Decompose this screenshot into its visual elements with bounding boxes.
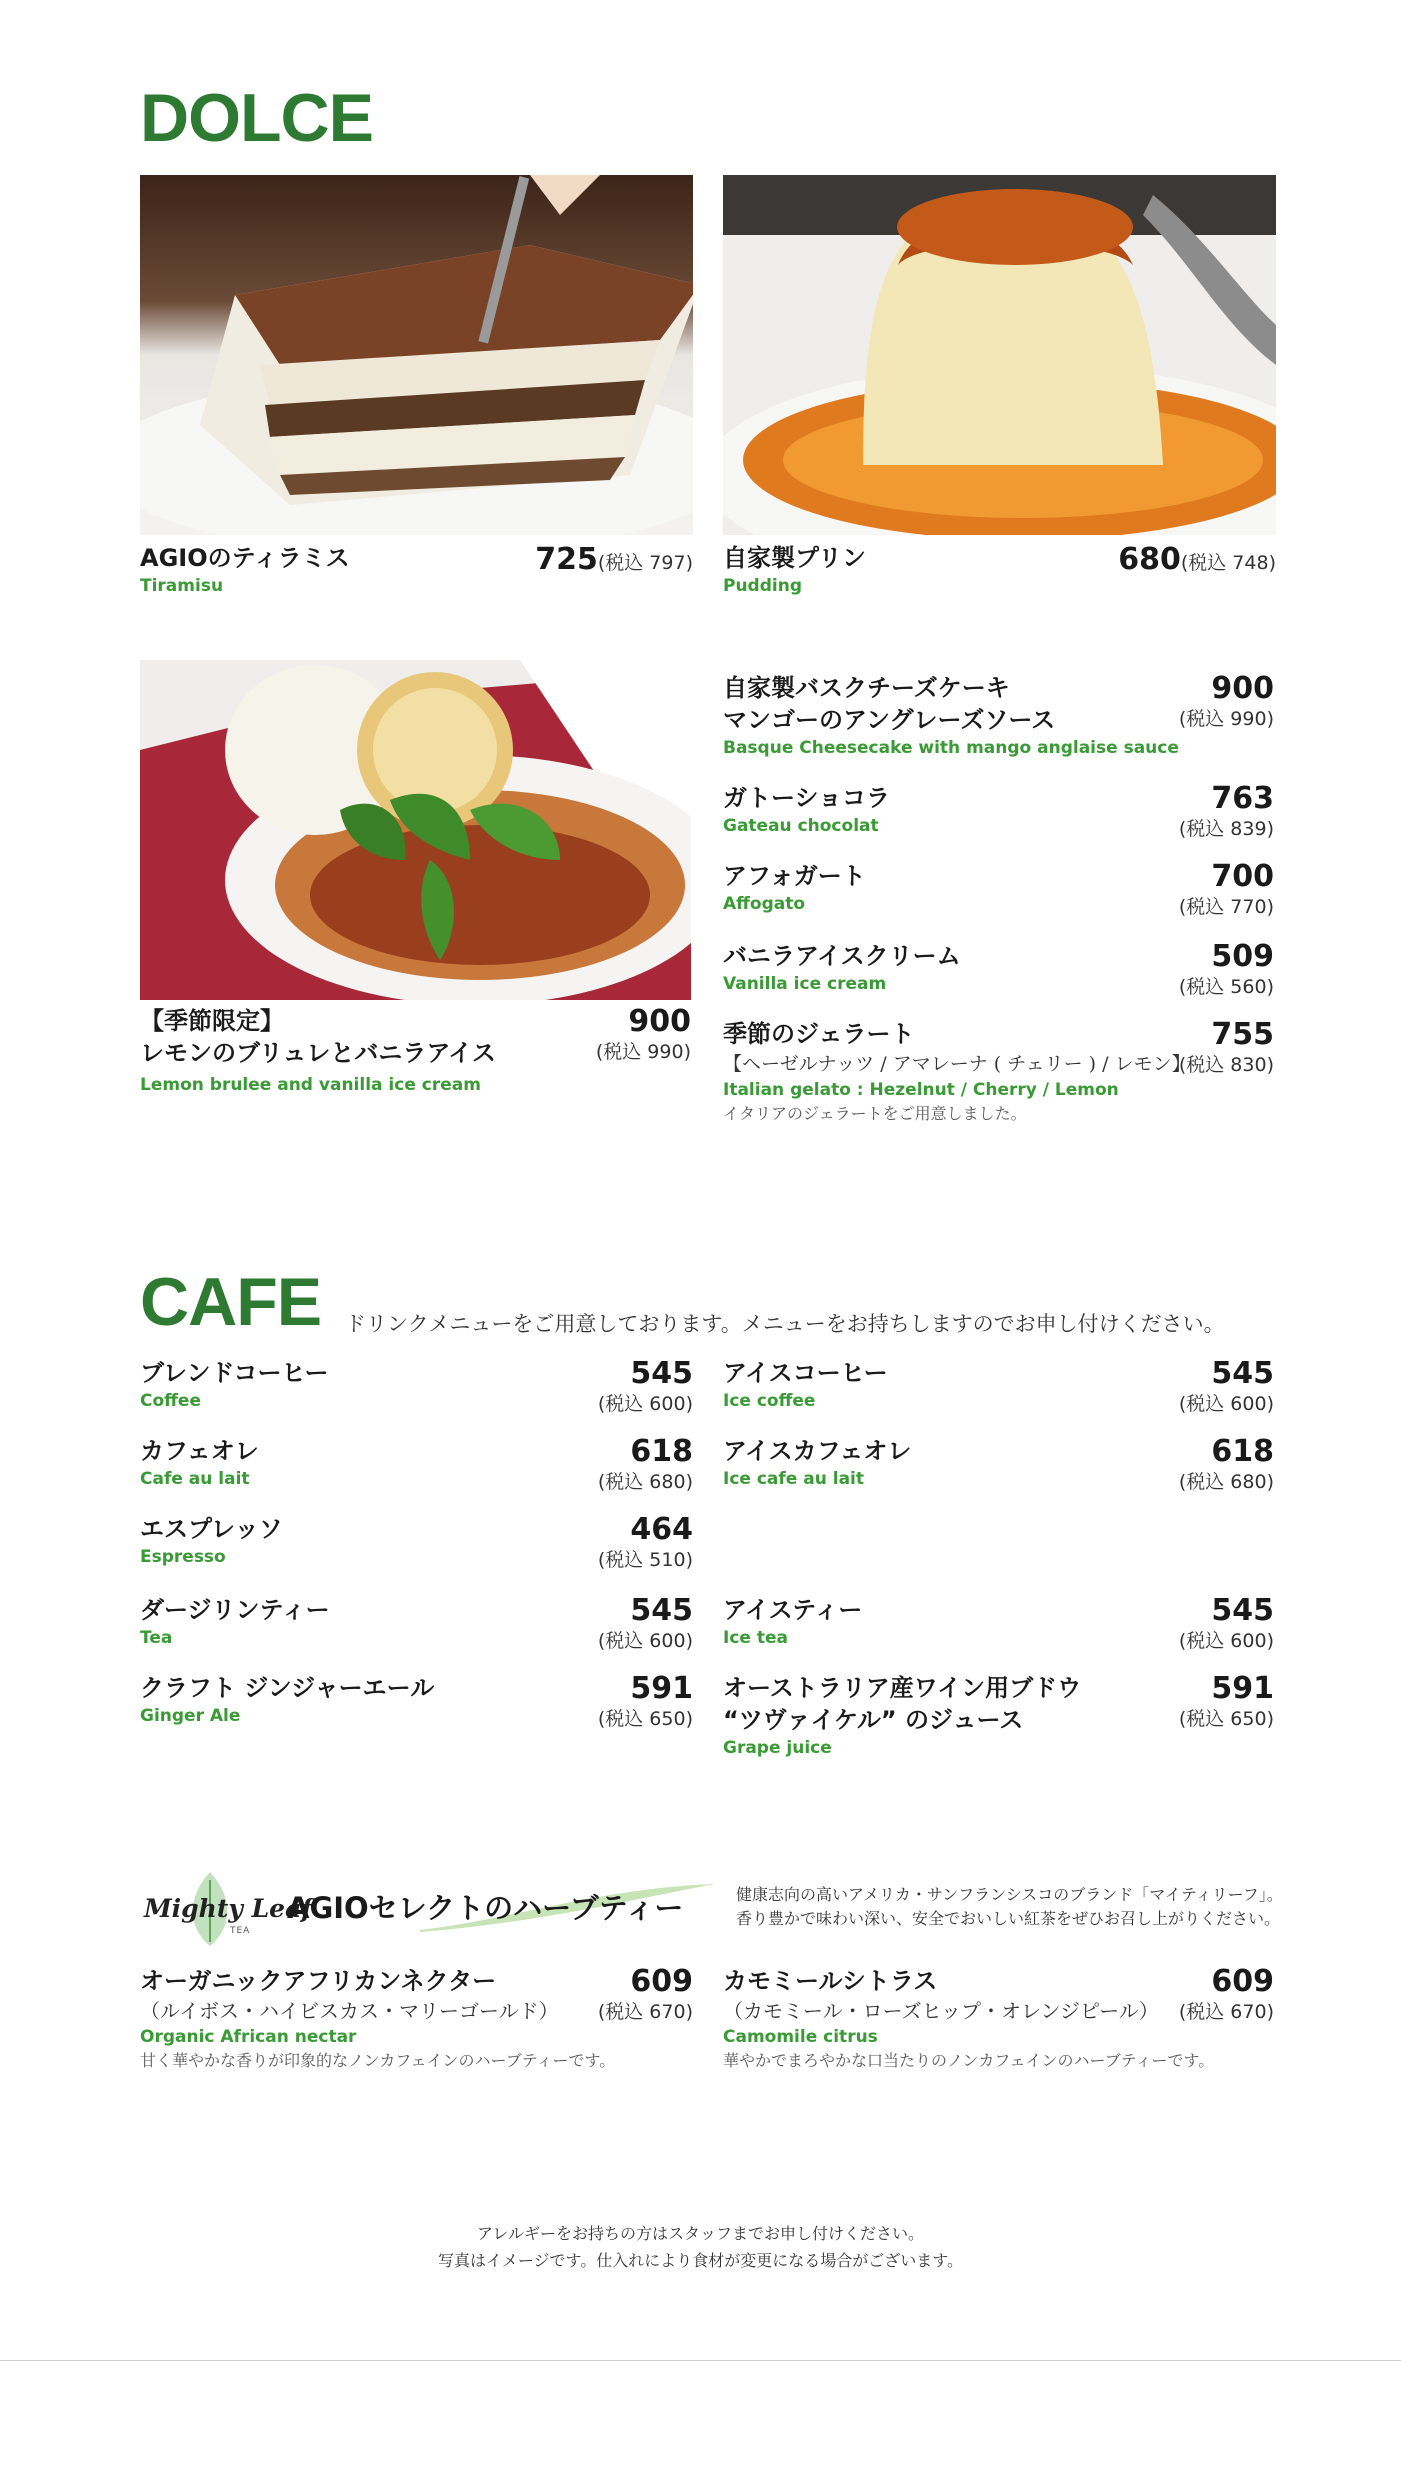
item-name-jp-line2: マンゴーのアングレーズソース: [723, 706, 1056, 734]
menu-item-ginger-ale: [140, 1672, 693, 1734]
menu-item-pudding: [723, 542, 1276, 602]
herbal-description: [736, 1883, 1283, 1931]
herbal-description-line1: 健康志向の高いアメリカ・サンフランシスコのブランド「マイティリーフ」。: [736, 1885, 1283, 1904]
item-price: 609 (税込 670): [597, 1964, 693, 2023]
item-name-jp: アイスカフェオレ: [723, 1437, 912, 1465]
item-name-jp: アイスティー: [723, 1596, 863, 1624]
cafe-title: CAFE: [140, 1264, 322, 1340]
item-name-jp: カモミールシトラス: [723, 1967, 938, 1995]
item-name-en: Ice coffee: [723, 1391, 816, 1411]
item-name-jp: オーガニックアフリカンネクター: [140, 1967, 497, 1995]
item-name-jp: カフェオレ: [140, 1437, 259, 1465]
dolce-title: DOLCE: [140, 80, 373, 156]
item-name-jp: ダージリンティー: [140, 1596, 330, 1624]
item-price: 545 (税込 600): [597, 1593, 693, 1652]
photo-disclaimer: 写真はイメージです。仕入れにより食材が変更になる場合がございます。: [438, 2251, 963, 2270]
item-name-en: Pudding: [723, 576, 802, 596]
item-price: 545 (税込 600): [1178, 1593, 1274, 1652]
item-price: 680(税込 748): [1118, 542, 1276, 577]
menu-item-espresso: [140, 1513, 693, 1575]
menu-item-gateau-chocolat: [723, 782, 1274, 842]
menu-item-seasonal-gelato: [723, 1018, 1274, 1133]
item-price: 591 (税込 650): [1178, 1671, 1274, 1730]
item-price: 700 (税込 770): [1178, 859, 1274, 918]
bottom-divider: [0, 2360, 1401, 2361]
item-name-en: Coffee: [140, 1391, 201, 1411]
herbal-title: AGIOセレクトのハーブティー: [287, 1891, 684, 1925]
item-name-jp: 自家製プリン: [723, 544, 867, 572]
item-note: 甘く華やかな香りが印象的なノンカフェインのハーブティーです。: [140, 2051, 616, 2070]
item-name-en: Tiramisu: [140, 576, 224, 596]
item-name-jp: アフォガート: [723, 862, 866, 890]
menu-item-grape-juice: [723, 1672, 1274, 1762]
item-price: 900 (税込 990): [1178, 671, 1274, 730]
item-name-en: Basque Cheesecake with mango anglaise sauce: [723, 738, 1179, 758]
item-note: イタリアのジェラートをご用意しました。: [723, 1104, 1027, 1123]
item-price: 545 (税込 600): [597, 1356, 693, 1415]
pudding-photo: [723, 175, 1276, 535]
menu-item-ice-tea: [723, 1594, 1274, 1656]
herbal-description-line2: 香り豊かで味わい深い、安全でおいしい紅茶をぜひお召し上がりください。: [736, 1909, 1281, 1928]
logo-text: Mighty Leaf: [144, 1894, 313, 1923]
item-price: 900 (税込 990): [595, 1004, 691, 1063]
item-name-en: Tea: [140, 1628, 173, 1648]
item-name-jp: アイスコーヒー: [723, 1359, 888, 1387]
item-flavors: 【ヘーゼルナッツ / アマレーナ ( チェリー ) / レモン】: [723, 1053, 1191, 1075]
item-name-en: Italian gelato : Hezelnut / Cherry / Lemon: [723, 1080, 1119, 1100]
allergy-note: アレルギーをお持ちの方はスタッフまでお申し付けください。: [477, 2224, 924, 2243]
menu-item-organic-african-nectar: [140, 1965, 693, 2080]
item-price: 464 (税込 510): [597, 1512, 693, 1571]
item-price: 591 (税込 650): [597, 1671, 693, 1730]
item-name-en: Ice cafe au lait: [723, 1469, 864, 1489]
item-name-en: Ice tea: [723, 1628, 788, 1648]
item-name-en: Ginger Ale: [140, 1706, 241, 1726]
logo-sub: TEA: [230, 1926, 251, 1936]
item-name-en: Affogato: [723, 894, 806, 914]
item-name-en: Grape juice: [723, 1738, 832, 1758]
item-price: 618 (税込 680): [1178, 1434, 1274, 1493]
item-name-jp-line1: 【季節限定】: [140, 1007, 284, 1035]
menu-item-ice-cafe-au-lait: [723, 1435, 1274, 1497]
item-name-jp-line1: オーストラリア産ワイン用ブドウ: [723, 1674, 1082, 1702]
item-price: 609 (税込 670): [1178, 1964, 1274, 2023]
item-price: 763 (税込 839): [1178, 781, 1274, 840]
item-name-en: Gateau chocolat: [723, 816, 879, 836]
item-price: 725(税込 797): [535, 542, 693, 577]
item-name-jp: クラフト ジンジャーエール: [140, 1674, 435, 1702]
item-price: 618 (税込 680): [597, 1434, 693, 1493]
item-name-en: Camomile citrus: [723, 2027, 878, 2047]
tiramisu-photo: [140, 175, 693, 535]
item-name-jp: バニラアイスクリーム: [723, 942, 961, 970]
menu-item-affogato: [723, 860, 1274, 920]
item-name-jp: ガトーショコラ: [723, 784, 891, 812]
lemon-brulee-photo: [140, 660, 691, 1000]
item-price: 755 (税込 830): [1178, 1017, 1274, 1076]
item-name-jp: 季節のジェラート: [723, 1020, 915, 1048]
item-name-jp-line1: 自家製バスクチーズケーキ: [723, 674, 1010, 702]
item-name-jp: AGIOのティラミス: [140, 544, 350, 572]
item-name-jp: エスプレッソ: [140, 1515, 283, 1543]
menu-item-camomile-citrus: [723, 1965, 1274, 2080]
menu-item-blend-coffee: [140, 1357, 693, 1419]
item-name-en: Cafe au lait: [140, 1469, 250, 1489]
menu-item-vanilla-ice-cream: [723, 940, 1274, 1000]
cafe-intro: ドリンクメニューをご用意しております。メニューをお持ちしますのでお申し付けください。: [345, 1312, 1225, 1336]
item-ingredients: （カモミール・ローズヒップ・オレンジピール）: [723, 1999, 1159, 2023]
item-price: 509 (税込 560): [1178, 939, 1274, 998]
item-name-en: Lemon brulee and vanilla ice cream: [140, 1075, 481, 1095]
menu-item-tiramisu: [140, 542, 693, 602]
menu-item-ice-coffee: [723, 1357, 1274, 1419]
item-name-en: Organic African nectar: [140, 2027, 357, 2047]
item-note: 華やかでまろやかな口当たりのノンカフェインのハーブティーです。: [723, 2051, 1215, 2070]
item-ingredients: （ルイボス・ハイビスカス・マリーゴールド）: [140, 1999, 559, 2023]
menu-item-lemon-brulee: [140, 1005, 691, 1105]
item-name-en: Vanilla ice cream: [723, 974, 887, 994]
mighty-leaf-logo: [140, 1868, 313, 1948]
item-price: 545 (税込 600): [1178, 1356, 1274, 1415]
menu-item-basque-cheesecake: [723, 672, 1274, 762]
item-name-jp-line2: レモンのブリュレとバニラアイス: [140, 1039, 496, 1067]
menu-item-cafe-au-lait: [140, 1435, 693, 1497]
menu-item-darjeeling-tea: [140, 1594, 693, 1656]
item-name-en: Espresso: [140, 1547, 226, 1567]
footer-notes: [0, 2220, 1401, 2274]
item-name-jp-line2: “ツヴァイケル” のジュース: [723, 1706, 1024, 1734]
item-name-jp: ブレンドコーヒー: [140, 1359, 329, 1387]
